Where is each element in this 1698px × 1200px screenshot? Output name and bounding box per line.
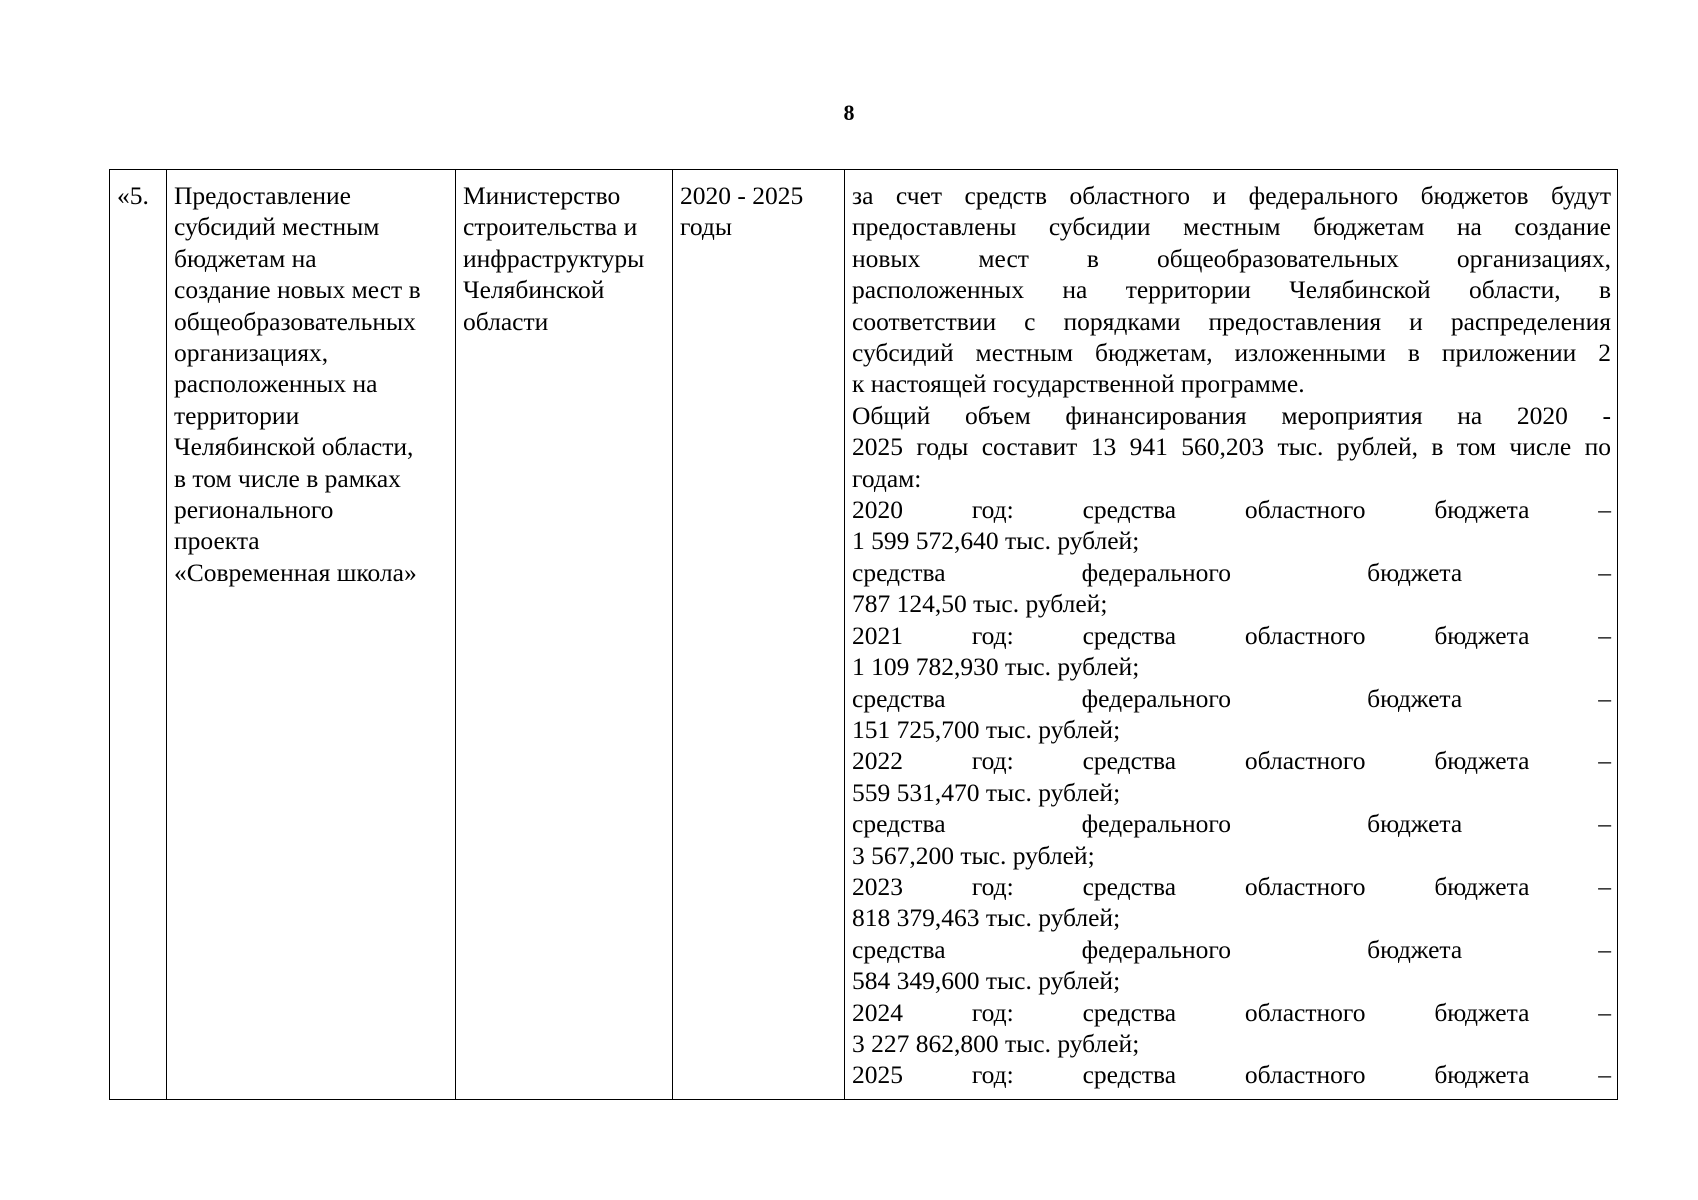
activity-title-line: территории xyxy=(174,400,300,430)
activity-title-cell xyxy=(167,170,456,1100)
funding-breakdown-word: 2023 xyxy=(852,871,903,901)
funding-breakdown-word: 2021 xyxy=(852,620,903,650)
funding-breakdown-word: средства xyxy=(1082,997,1177,1027)
funding-amount: 559 531,470 тыс. рублей; xyxy=(852,777,1121,807)
activity-title-line: общеобразовательных xyxy=(174,306,416,336)
funding-amount: 3 227 862,800 тыс. рублей; xyxy=(852,1028,1140,1058)
funding-amount: 818 379,463 тыс. рублей; xyxy=(852,903,1121,933)
funding-breakdown-word: областного xyxy=(1244,1060,1366,1090)
row-number-cell xyxy=(110,170,167,1100)
funding-breakdown-word: средства xyxy=(852,683,946,713)
funding-breakdown-word: бюджета xyxy=(1434,997,1530,1027)
funding-amount: 787 124,50 тыс. рублей; xyxy=(852,589,1108,619)
funding-breakdown-word: областного xyxy=(1244,871,1366,901)
funding-breakdown-word: – xyxy=(1598,934,1611,964)
funding-breakdown-word: бюджета xyxy=(1367,934,1463,964)
funding-breakdown-word: средства xyxy=(1082,871,1177,901)
executor-line: Министерство xyxy=(463,181,621,210)
description-line: соответствии с порядками предоставления и распределения xyxy=(852,306,1611,336)
funding-breakdown-word: год: xyxy=(971,997,1014,1027)
description-line: новых мест в общеобразовательных организациях, xyxy=(852,243,1611,273)
funding-breakdown-line xyxy=(852,808,1611,839)
funding-breakdown-word: – xyxy=(1598,495,1611,525)
table-row xyxy=(110,170,1618,1100)
period-cell xyxy=(673,170,845,1100)
funding-breakdown-word: средства xyxy=(1082,620,1177,650)
activity-title-line: Предоставление xyxy=(174,181,351,210)
funding-breakdown-word: бюджета xyxy=(1434,495,1530,525)
executor-line: строительства и xyxy=(463,212,638,242)
funding-amount: 151 725,700 тыс. рублей; xyxy=(852,714,1121,744)
funding-amount: 1 599 572,640 тыс. рублей; xyxy=(852,526,1140,556)
funding-breakdown-word: – xyxy=(1598,620,1611,650)
funding-breakdown-line xyxy=(852,1059,1611,1090)
activity-title-line: создание новых мест в xyxy=(174,275,421,305)
funding-breakdown-line xyxy=(852,745,1611,776)
period-line: годы xyxy=(680,212,732,242)
activity-title-line: проекта xyxy=(174,526,260,556)
funding-breakdown-line xyxy=(852,997,1611,1028)
funding-breakdown-word: федерального xyxy=(1081,557,1232,587)
funding-breakdown-word: средства xyxy=(852,557,946,587)
funding-breakdown-word: год: xyxy=(971,746,1014,776)
funding-breakdown-word: федерального xyxy=(1081,683,1232,713)
activity-title-line: бюджетам на xyxy=(174,243,317,273)
funding-breakdown-word: 2024 xyxy=(852,997,903,1027)
row-number: «5. xyxy=(117,181,149,210)
period-line: 2020 - 2025 xyxy=(680,181,804,210)
funding-breakdown-word: областного xyxy=(1244,620,1366,650)
activity-title-line: регионального xyxy=(174,495,334,525)
description-line: субсидий местным бюджетам, изложенными в приложении 2 xyxy=(852,338,1611,368)
funding-breakdown-word: – xyxy=(1598,683,1611,713)
funding-breakdown-word: бюджета xyxy=(1367,683,1463,713)
activity-title-line: в том числе в рамках xyxy=(174,463,401,493)
executor-line: Челябинской xyxy=(463,275,605,305)
funding-breakdown-word: областного xyxy=(1244,495,1366,525)
funding-breakdown-word: – xyxy=(1598,809,1611,839)
funding-breakdown-line xyxy=(852,620,1611,651)
funding-breakdown-word: – xyxy=(1598,746,1611,776)
funding-breakdown-word: год: xyxy=(971,495,1014,525)
description-line: к настоящей государственной программе. xyxy=(852,369,1305,399)
total-funding-line: годам: xyxy=(852,463,922,493)
funding-breakdown-word: федерального xyxy=(1081,809,1232,839)
funding-amount: 1 109 782,930 тыс. рублей; xyxy=(852,652,1140,682)
funding-breakdown-word: областного xyxy=(1244,997,1366,1027)
funding-breakdown-word: областного xyxy=(1244,746,1366,776)
funding-breakdown-word: бюджета xyxy=(1367,557,1463,587)
funding-breakdown-word: средства xyxy=(1082,746,1177,776)
funding-breakdown-word: средства xyxy=(1082,495,1177,525)
funding-breakdown-word: средства xyxy=(1082,1060,1177,1090)
funding-breakdown-word: 2025 xyxy=(852,1060,903,1090)
funding-amount: 584 349,600 тыс. рублей; xyxy=(852,966,1121,996)
description-line: предоставлены субсидии местным бюджетам на создание xyxy=(852,212,1611,242)
funding-breakdown-word: федерального xyxy=(1081,934,1232,964)
total-funding-line: 2025 годы составит 13 941 560,203 тыс. рублей, в том числе по xyxy=(852,432,1611,462)
activity-title-line: субсидий местным xyxy=(174,212,380,242)
funding-breakdown-word: бюджета xyxy=(1434,620,1530,650)
funding-breakdown-word: бюджета xyxy=(1434,1060,1530,1090)
description-line: за счет средств областного и федерального бюджетов будут xyxy=(852,181,1611,210)
executor-cell xyxy=(456,170,673,1100)
activity-title-line: Челябинской области, xyxy=(174,432,414,462)
program-activity-table xyxy=(109,169,1618,1100)
funding-breakdown-word: средства xyxy=(852,934,946,964)
description-cell xyxy=(845,170,1618,1100)
total-funding-line: Общий объем финансирования мероприятия на 2020 - xyxy=(852,400,1611,430)
funding-breakdown-word: год: xyxy=(971,871,1014,901)
funding-breakdown-word: год: xyxy=(971,620,1014,650)
funding-breakdown-word: год: xyxy=(971,1060,1014,1090)
funding-breakdown-word: средства xyxy=(852,809,946,839)
funding-breakdown-word: – xyxy=(1598,557,1611,587)
description-line: расположенных на территории Челябинской области, в xyxy=(852,275,1611,305)
funding-breakdown-word: – xyxy=(1598,871,1611,901)
funding-breakdown-line xyxy=(852,683,1611,714)
funding-breakdown-word: 2022 xyxy=(852,746,903,776)
funding-breakdown-word: бюджета xyxy=(1434,871,1530,901)
page-number: 8 xyxy=(843,100,855,125)
funding-breakdown-word: 2020 xyxy=(852,495,903,525)
funding-breakdown-line xyxy=(852,934,1611,965)
activity-title-line: организациях, xyxy=(174,338,329,368)
funding-breakdown-line xyxy=(852,557,1611,588)
funding-amount: 3 567,200 тыс. рублей; xyxy=(852,840,1095,870)
activity-title-line: «Современная школа» xyxy=(174,557,417,587)
executor-line: инфраструктуры xyxy=(463,243,645,273)
funding-breakdown-line xyxy=(852,871,1611,902)
funding-breakdown-word: бюджета xyxy=(1434,746,1530,776)
funding-breakdown-word: – xyxy=(1598,1060,1611,1090)
funding-breakdown-word: бюджета xyxy=(1367,809,1463,839)
funding-breakdown-line xyxy=(852,494,1611,525)
activity-title-line: расположенных на xyxy=(174,369,378,399)
executor-line: области xyxy=(463,306,549,336)
funding-breakdown-word: – xyxy=(1598,997,1611,1027)
